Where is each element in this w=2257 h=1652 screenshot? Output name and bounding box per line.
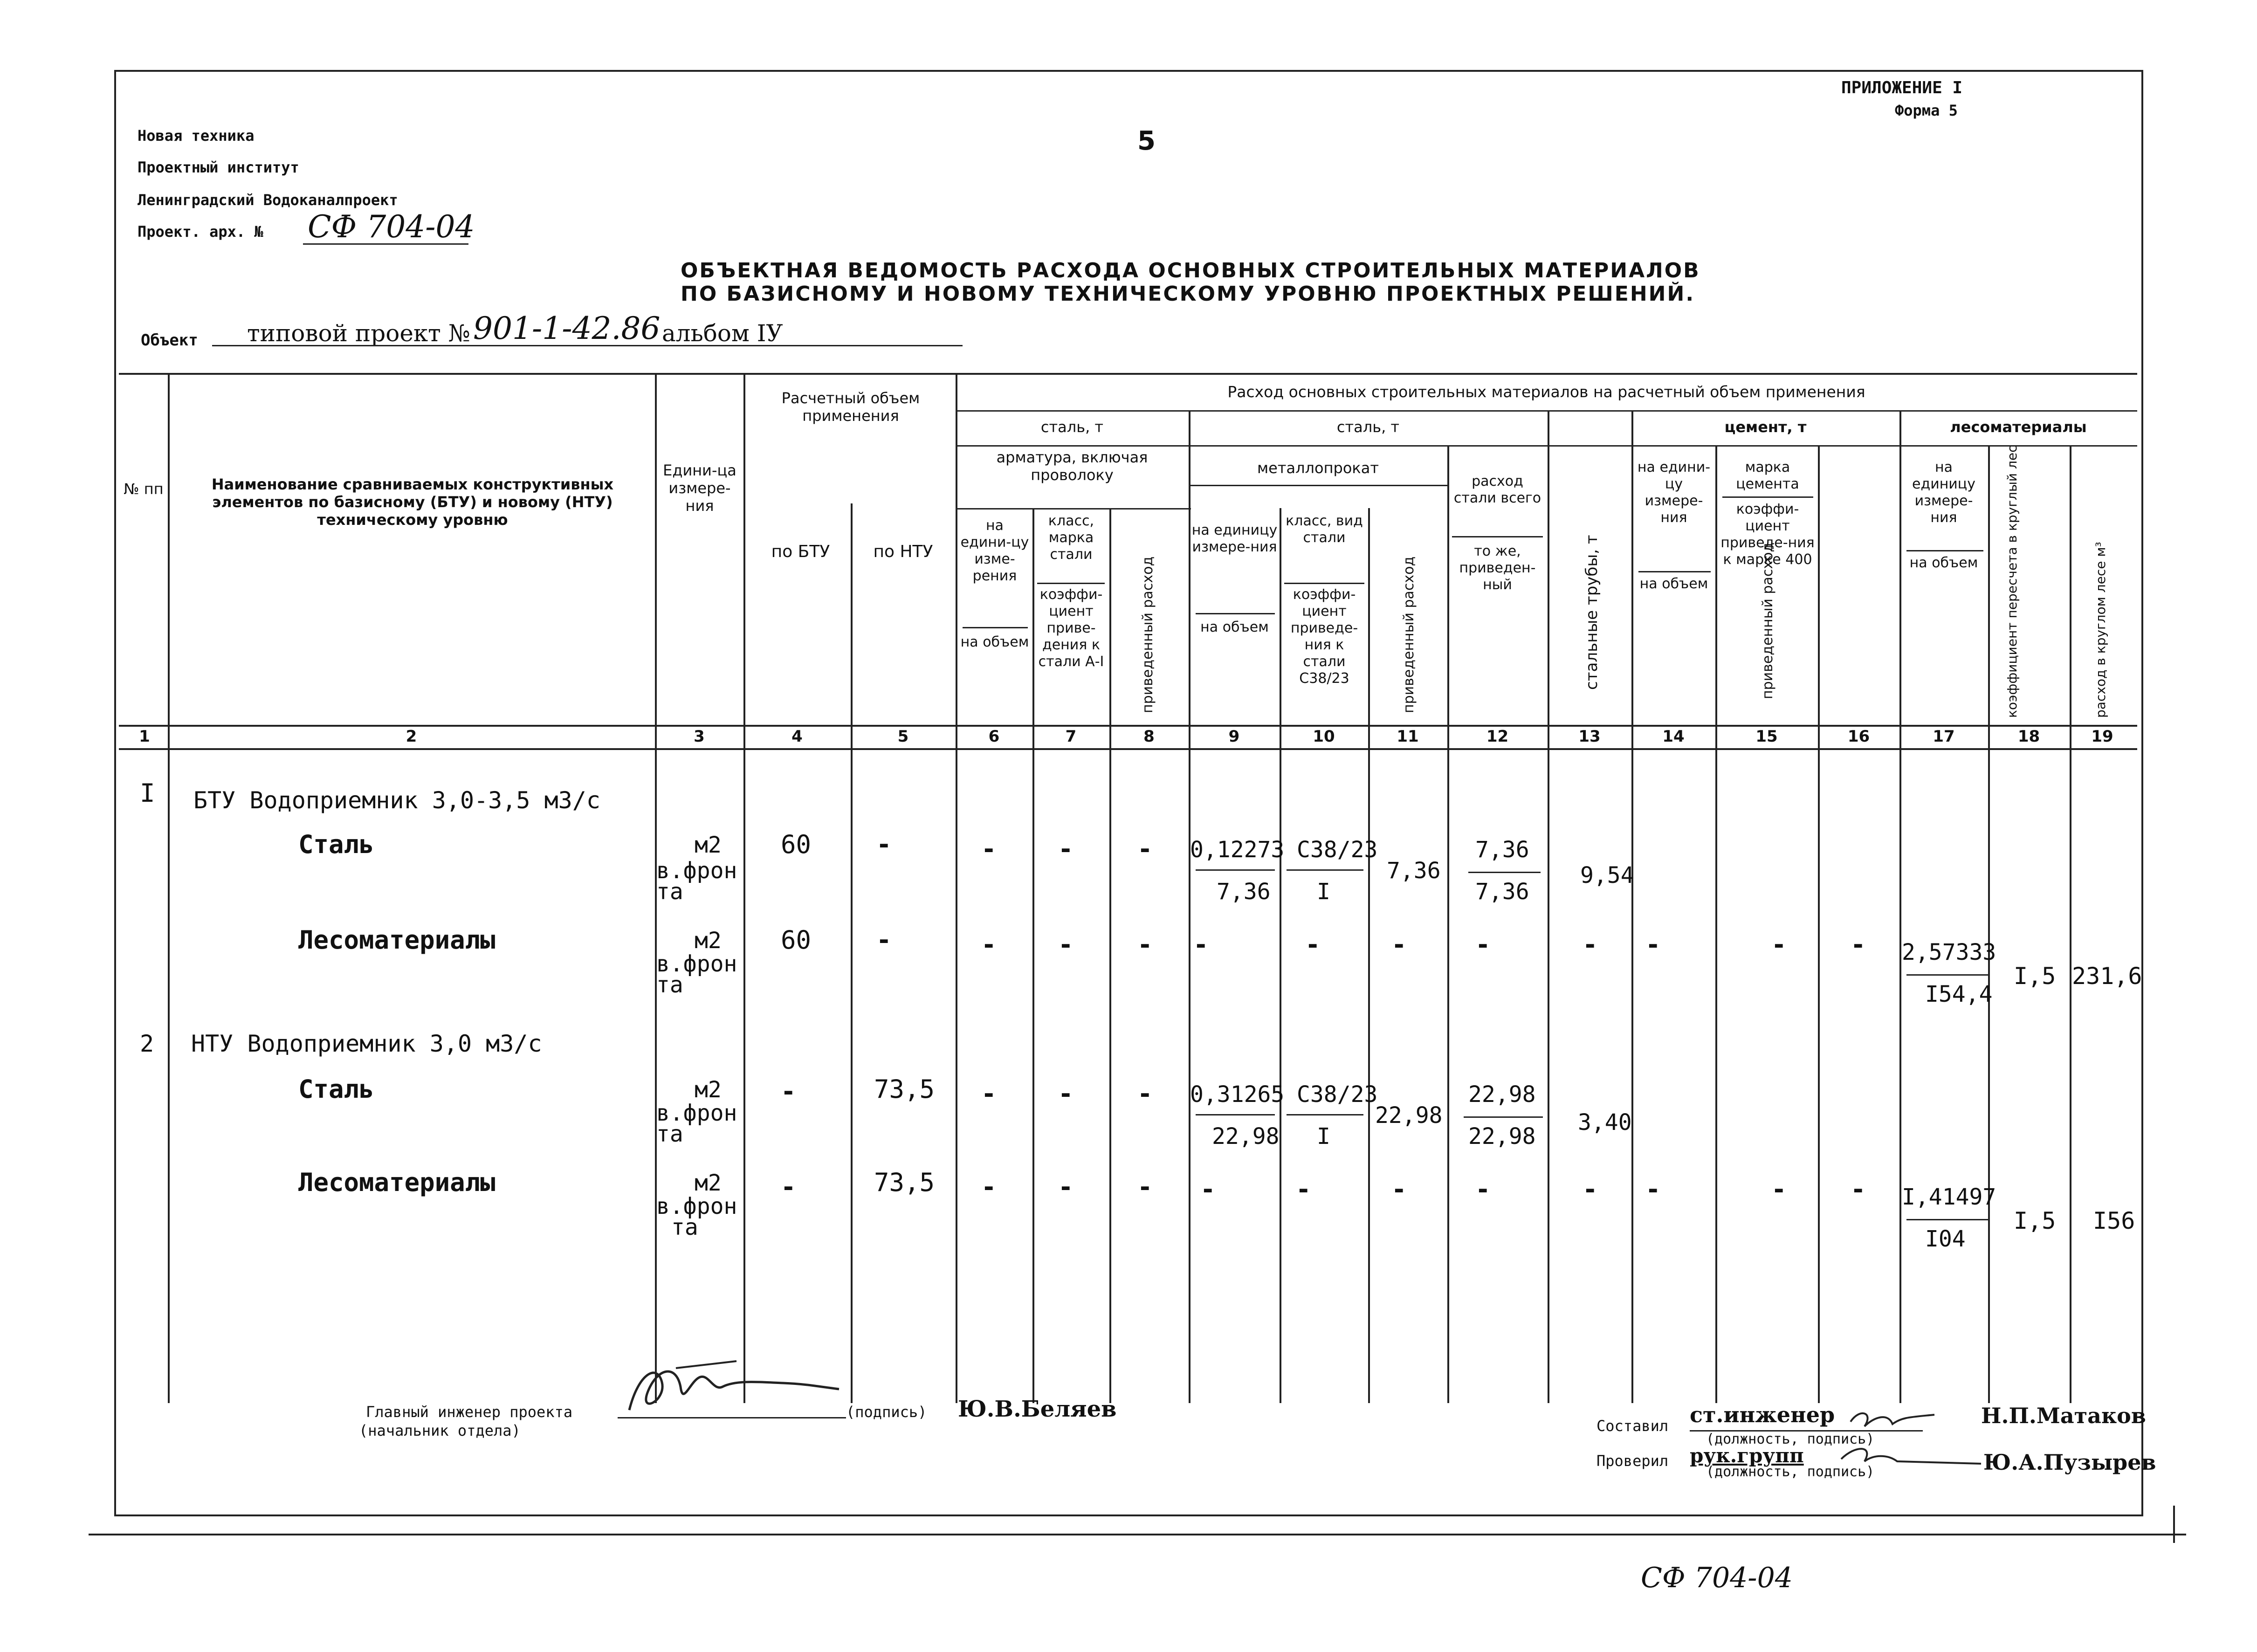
col-line-q: [1988, 445, 1990, 1403]
col-number: 18: [2017, 727, 2040, 746]
header-c18: коэффициент пересчета в круглый лес: [2004, 445, 2020, 718]
cell: -: [1296, 1175, 1311, 1204]
header-c7: класс, марка стали: [1048, 513, 1094, 563]
header-rebar: арматура, включая проволоку: [996, 448, 1148, 484]
header-c15: марка цемента: [1736, 459, 1799, 492]
form-label: Форма 5: [1895, 102, 1958, 119]
cell: 22,98: [1212, 1123, 1280, 1150]
col-line-h: [1189, 410, 1190, 1403]
header-c17: на единицу измере-ния: [1912, 459, 1975, 526]
c15-sep: [1722, 496, 1813, 498]
col-line-e: [956, 373, 957, 1403]
col-line-c: [743, 373, 745, 1403]
cell-fraction-line: [1464, 1116, 1543, 1118]
header-c17b: на объем: [1909, 555, 1978, 571]
col-line-k: [1447, 445, 1449, 1403]
header-steel-1: сталь, т: [1040, 418, 1104, 436]
cell: -: [1137, 1172, 1153, 1202]
col-number: 14: [1662, 727, 1685, 746]
header-c10: класс, вид стали: [1286, 513, 1363, 546]
col-number: 12: [1486, 727, 1509, 746]
cell: -: [1305, 930, 1321, 959]
row-name: НТУ Водоприемник 3,0 м3/с: [191, 1030, 542, 1057]
compiled-label: Составил: [1596, 1417, 1669, 1435]
cell: 3,40: [1578, 1109, 1632, 1136]
col-number: 10: [1313, 727, 1335, 746]
archive-number: СФ 704-04: [1641, 1562, 1793, 1594]
appendix-label: ПРИЛОЖЕНИЕ I: [1841, 78, 1963, 97]
header-c6b: на объем: [960, 634, 1029, 650]
header-c19: расход в круглом лесе м³: [2093, 542, 2108, 718]
row-unit: в.фрон: [656, 1193, 737, 1219]
cell: -: [1851, 1175, 1866, 1204]
col-line-n: [1715, 445, 1717, 1403]
c10-sep: [1284, 583, 1364, 584]
cell: -: [1771, 1175, 1787, 1204]
row-unit: м2: [695, 1170, 722, 1196]
cell: -: [1193, 930, 1209, 959]
checked-signature: [1837, 1440, 1986, 1473]
c14-sep: [1638, 571, 1711, 572]
col-number: 2: [406, 727, 417, 746]
checked-position: рук.групп: [1690, 1444, 1804, 1467]
row-name: Сталь: [298, 1074, 374, 1104]
cell: -: [1583, 930, 1598, 959]
cell: 0,12273: [1190, 837, 1285, 863]
cell: -: [1645, 1175, 1661, 1204]
c6-sep: [963, 627, 1028, 628]
cell: -: [781, 1077, 796, 1106]
cell: -: [781, 1172, 796, 1202]
col-number: 4: [791, 727, 803, 746]
header-name: Наименование сравниваемых конструктивных элементов по базисному (БТУ) и новому (НТУ) техническому уровню: [211, 475, 614, 529]
row-unit: та: [656, 972, 683, 998]
cell: 73,5: [874, 1074, 935, 1104]
cell: I56: [2093, 1207, 2135, 1234]
cell: -: [1475, 930, 1491, 959]
numbers-bottom: [119, 748, 2137, 750]
bottom-rule: [89, 1534, 2186, 1535]
row-unit: м2: [695, 832, 722, 858]
header-c10b: коэффи-циент приведе-ния к стали С38/23: [1290, 586, 1358, 687]
cell: 22,98: [1375, 1102, 1443, 1129]
col-line-g: [1109, 508, 1111, 1403]
cell: 0,31265: [1190, 1081, 1285, 1108]
header-no: № пп: [124, 480, 164, 498]
header-c15b: коэффи-циент приведе-ния к марке 400: [1720, 501, 1815, 568]
cell: 9,54: [1580, 862, 1634, 888]
cell: С38/23: [1297, 837, 1378, 863]
row-name: БТУ Водоприемник 3,0-3,5 м3/с: [193, 787, 600, 814]
checked-label: Проверил: [1596, 1452, 1669, 1470]
cell: 7,36: [1475, 879, 1529, 905]
row-no: 2: [140, 1030, 154, 1057]
col-number: 9: [1228, 727, 1240, 746]
header-c6: на едини-цу изме-рения: [960, 517, 1029, 584]
cell-fraction-line: [1287, 1114, 1363, 1115]
row-unit: м2: [695, 1077, 722, 1103]
row-no: I: [140, 778, 155, 808]
col-line-r: [2070, 445, 2071, 1403]
page-number: 5: [1137, 126, 1156, 156]
row-unit: та: [671, 1214, 698, 1240]
org-line-1: Новая техника: [138, 127, 255, 145]
header-consumption: Расход основных строительных материалов на расчетный объем применения: [1227, 383, 1865, 401]
cell: -: [981, 1172, 997, 1202]
cell: 7,36: [1387, 858, 1441, 884]
header-timber: лесоматериалы: [1950, 418, 2087, 436]
chief-label-2: (начальник отдела): [359, 1422, 521, 1439]
cell: 7,36: [1475, 837, 1529, 863]
org-line-2: Проектный институт: [138, 158, 299, 176]
header-c12: расход стали всего: [1453, 473, 1541, 506]
col-line-d: [851, 503, 853, 1403]
header-c8: приведенный расход: [1140, 556, 1156, 713]
title-line-1: ОБЪЕКТНАЯ ВЕДОМОСТЬ РАСХОДА ОСНОВНЫХ СТРОИТЕЛЬНЫХ МАТЕРИАЛОВ: [681, 259, 1700, 282]
cell-fraction-line: [1468, 872, 1541, 873]
cell: I04: [1925, 1226, 1966, 1252]
cell-fraction-line: [1196, 1114, 1275, 1115]
cell: -: [1391, 930, 1407, 959]
cell: -: [1475, 1175, 1491, 1204]
object-value-hand: 901-1-42.86: [473, 310, 661, 346]
cell: 7,36: [1217, 879, 1271, 905]
col-number: 1: [139, 727, 150, 746]
col-number: 6: [988, 727, 1000, 746]
col-number: 16: [1847, 727, 1870, 746]
cell: -: [1771, 930, 1787, 959]
title-line-2: ПО БАЗИСНОМУ И НОВОМУ ТЕХНИЧЕСКОМУ УРОВНЮ ПРОЕКТНЫХ РЕШЕНИЙ.: [681, 282, 1695, 306]
row-name: Сталь: [298, 830, 374, 859]
header-c9b: на объем: [1200, 619, 1269, 635]
cell: 73,5: [874, 1168, 935, 1197]
object-value-2: альбом ІУ: [662, 320, 783, 347]
chief-sign-hint: (подпись): [846, 1403, 927, 1421]
object-label: Объект: [141, 331, 198, 350]
col-line-f: [1032, 508, 1034, 1403]
cell: I,5: [2014, 963, 2056, 990]
header-c9: на единицу измере-ния: [1191, 522, 1278, 555]
header-steel-2: сталь, т: [1336, 418, 1400, 436]
row-unit: в.фрон: [656, 858, 737, 884]
c17-sep: [1906, 550, 1983, 551]
rolled-sep: [1189, 485, 1447, 486]
col-number: 8: [1143, 727, 1155, 746]
cell: -: [981, 1079, 997, 1108]
group-sep: [956, 445, 2137, 447]
col-number: 7: [1065, 727, 1077, 746]
cell: -: [1058, 834, 1073, 864]
cell: -: [876, 925, 892, 955]
chief-signature: [620, 1354, 844, 1424]
cell: -: [981, 930, 997, 959]
row-unit: в.фрон: [656, 1100, 737, 1126]
cell: I,5: [2014, 1207, 2056, 1234]
cell: -: [1645, 930, 1661, 959]
object-underline: [212, 345, 963, 346]
header-c14: на едини-цу измере-ния: [1637, 459, 1711, 526]
project-number: СФ 704-04: [308, 209, 475, 245]
cell: -: [1058, 930, 1073, 959]
col-line-m: [1631, 410, 1633, 1403]
row-unit: м2: [695, 928, 722, 954]
col-line-l: [1548, 410, 1549, 1403]
header-c16: приведенный расход: [1760, 542, 1776, 699]
cell: -: [981, 834, 997, 864]
col-number: 5: [897, 727, 909, 746]
header-rolled: металлопрокат: [1257, 459, 1379, 477]
object-value-1: типовой проект №: [247, 320, 471, 347]
col-line-j: [1368, 508, 1370, 1403]
consumption-sep: [956, 410, 2137, 412]
compiled-name: Н.П.Матаков: [1981, 1403, 2146, 1428]
col-number: 19: [2091, 727, 2113, 746]
cell: I: [1317, 879, 1330, 905]
header-cement: цемент, т: [1724, 418, 1807, 436]
compiled-signature: [1846, 1403, 1939, 1436]
c7-sep: [1037, 583, 1105, 584]
cell-fraction-line: [1287, 869, 1363, 871]
project-number-underline: [303, 243, 468, 245]
header-volume: Расчетный объем применения: [781, 389, 920, 425]
cell: С38/23: [1297, 1081, 1378, 1108]
col-line-a: [168, 373, 170, 1403]
cell: 2,57333: [1902, 939, 1996, 965]
row-unit: та: [656, 1121, 683, 1147]
col-line-p: [1899, 410, 1901, 1403]
org-line-3: Ленинградский Водоканалпроект: [138, 191, 398, 209]
cell: -: [1391, 1175, 1407, 1204]
header-bty: по БТУ: [771, 542, 830, 561]
cell: -: [1058, 1079, 1073, 1108]
col-number: 11: [1397, 727, 1419, 746]
header-c12b: то же, приведен-ный: [1459, 543, 1536, 593]
cell: -: [1137, 834, 1153, 864]
project-label: Проект. арх. №: [138, 223, 263, 241]
cell-fraction-line: [1906, 1219, 1988, 1220]
cell: 22,98: [1468, 1123, 1536, 1150]
cell: I54,4: [1925, 981, 1993, 1007]
header-bottom: [119, 725, 2137, 727]
cell: 231,6: [2072, 963, 2142, 990]
cell-fraction-line: [1196, 869, 1275, 871]
cell: 60: [781, 925, 812, 955]
row-name: Лесоматериалы: [298, 1168, 495, 1197]
row-name: Лесоматериалы: [298, 925, 495, 955]
cell: 60: [781, 830, 812, 859]
chief-name: Ю.В.Беляев: [958, 1396, 1117, 1422]
cell: -: [1851, 930, 1866, 959]
checked-hint: (должность, подпись): [1706, 1464, 1875, 1480]
col-number: 3: [694, 727, 705, 746]
compiled-position: ст.инженер: [1690, 1402, 1835, 1427]
header-c11: приведенный расход: [1401, 556, 1417, 713]
cell: -: [1200, 1175, 1216, 1204]
cell: I: [1317, 1123, 1330, 1150]
cell: -: [876, 830, 892, 859]
cell: -: [1137, 930, 1153, 959]
col-number: 13: [1578, 727, 1601, 746]
cell-fraction-line: [1906, 974, 1988, 976]
col-number: 15: [1755, 727, 1778, 746]
cell: -: [1058, 1172, 1073, 1202]
cell: I,41497: [1902, 1184, 1996, 1210]
compiled-hint: (должность, подпись): [1706, 1431, 1875, 1447]
col-line-o: [1818, 445, 1820, 1403]
header-unit: Едини-ца измере-ния: [663, 461, 736, 515]
rebar-sep: [956, 508, 1191, 509]
row-unit: в.фрон: [656, 951, 737, 977]
cell: -: [1583, 1175, 1598, 1204]
checked-name: Ю.А.Пузырев: [1983, 1450, 2156, 1475]
cell: -: [1137, 1079, 1153, 1108]
col-number: 17: [1933, 727, 1955, 746]
header-c14b: на объем: [1639, 576, 1708, 592]
c12-sep: [1452, 536, 1543, 537]
header-nty: по НТУ: [873, 542, 933, 561]
header-c13: стальные трубы, т: [1583, 535, 1601, 690]
cell: 22,98: [1468, 1081, 1536, 1108]
row-unit: та: [656, 879, 683, 905]
c9-sep: [1196, 613, 1275, 614]
header-c7b: коэффи-циент приве-дения к стали А-I: [1038, 586, 1104, 670]
bottom-rule-tick: [2173, 1506, 2175, 1543]
col-line-i: [1280, 508, 1281, 1403]
chief-label: Главный инженер проекта: [366, 1403, 573, 1421]
table-top: [119, 373, 2137, 375]
